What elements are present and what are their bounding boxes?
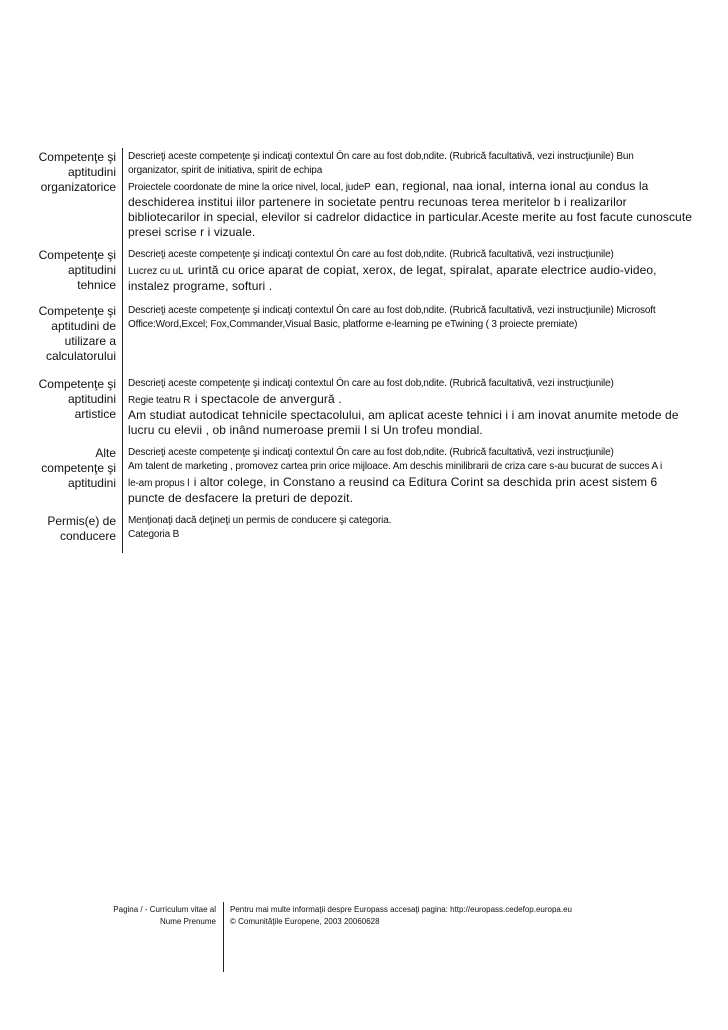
content-line: presei scrise r i vizuale. (128, 225, 256, 239)
label-line: Competenţe şi (38, 304, 116, 318)
content-span: le-am propus l (128, 478, 190, 489)
content-line: Categoria B (128, 529, 180, 540)
content-line: lucru cu elevii , ob inând numeroase premii I si Un trofeu mondial. (128, 423, 483, 437)
content-line (128, 178, 694, 195)
section-label (30, 514, 116, 544)
instruction-text: Descrieţi aceste competenţe şi indicaţi contextul Ón care au fost dob‚ndite. (Rubrică facultativă, vezi instrucţiunile) (128, 249, 614, 260)
label-line: Alte (95, 446, 116, 460)
footer-page-label: Pagina / - Curriculum vitae al (113, 905, 216, 914)
content-line: instalez programe, softuri . (128, 279, 273, 293)
content-span: Regie teatru R (128, 395, 191, 406)
section-label (30, 150, 116, 195)
content-span: Lucrez cu uL (128, 266, 184, 277)
label-line: tehnice (77, 278, 116, 292)
section-label (30, 248, 116, 293)
content-line (128, 391, 694, 408)
content-line (128, 262, 694, 279)
section-content (128, 248, 694, 294)
section-content (128, 446, 694, 506)
footer-europass-link-text: Pentru mai multe informaţii despre Europass accesaţi pagina: http://europass.cedefop.europa.eu (230, 905, 572, 914)
label-line: conducere (59, 529, 116, 543)
label-line: Competenţe şi (38, 150, 116, 164)
label-line: aptitudini (67, 392, 116, 406)
label-line: calculatorului (45, 349, 116, 363)
section-content (128, 150, 694, 240)
label-line: aptitudini de (51, 319, 116, 333)
label-line: organizatorice (40, 180, 116, 194)
section-divider-line (122, 148, 123, 553)
content-line (128, 474, 694, 491)
label-line: artistice (74, 407, 116, 421)
content-span: Proiectele coordonate de mine la orice nivel, local, judeP (128, 182, 371, 193)
instruction-text: Descrieţi aceste competenţe şi indicaţi contextul Ón care au fost dob‚ndite. (Rubrică facultativă, vezi instrucţiunile) (128, 447, 614, 458)
content-line: organizator, spirit de initiativa, spirit de echipa (128, 165, 323, 176)
section-label (30, 377, 116, 422)
content-span: i altor colege, in Constano a reusind ca Editura Corint sa deschida prin acest sistem 6 (193, 475, 658, 489)
instruction-text: Menţionaţi dacă deţineţi un permis de conducere şi categoria. (128, 515, 392, 526)
instruction-text: Descrieţi aceste competenţe şi indicaţi contextul Ón care au fost dob‚ndite. (Rubrică facultativă, vezi instrucţiunile) (128, 378, 614, 389)
page-footer (0, 902, 728, 972)
instruction-text: Descrieţi aceste competenţe şi indicaţi contextul Ón care au fost dob‚ndite. (Rubrică facultativă, vezi instrucţiunile) Bun (128, 151, 634, 162)
instruction-text: Descrieţi aceste competenţe şi indicaţi contextul Ón care au fost dob‚ndite. (Rubrică facultativă, vezi instrucţiunile) Microsoft (128, 305, 656, 316)
label-line: Permis(e) de (47, 514, 116, 528)
label-line: utilizare a (64, 334, 116, 348)
content-line: Am studiat autodicat tehnicile spectacolului, am aplicat aceste tehnici i i am inovat anumite metode de (128, 408, 679, 422)
content-span: urintă cu orice aparat de copiat, xerox, de legat, spiralat, aparate electrice audio-video, (187, 263, 657, 277)
content-line: puncte de desfacere la preturi de depozit. (128, 491, 354, 505)
footer-name: Nume Prenume (159, 917, 216, 926)
content-line: bibliotecarilor in special, elevilor si cadrelor didactice in particular.Aceste merite au fost facute cunoscute (128, 210, 693, 224)
label-line: aptitudini (67, 263, 116, 277)
section-content (128, 377, 694, 438)
section-label (30, 304, 116, 364)
label-line: Competenţe şi (38, 248, 116, 262)
footer-page-info (92, 904, 216, 928)
content-span: i spectacole de anvergură . (194, 392, 342, 406)
content-line: Am talent de marketing , promovez cartea prin orice mijloace. Am deschis minilibrarii de criza care s-au bucurat de succes A i (128, 461, 663, 472)
content-line: deschiderea institui iilor partenere in societate pentru recunoas terea meritelor b i realizarilor (128, 195, 627, 209)
content-line: Office:Word,Excel; Fox,Commander,Visual Basic, platforme e-learning pe eTwining ( 3 proiecte premiate) (128, 319, 578, 330)
label-line: aptitudini (67, 165, 116, 179)
footer-divider-line (223, 902, 224, 972)
label-line: aptitudini (67, 476, 116, 490)
section-content (128, 514, 694, 542)
content-span: ean, regional, naa ional, interna ional au condus la (375, 179, 649, 193)
footer-copyright: © Comunităţile Europene, 2003 20060628 (230, 917, 380, 926)
label-line: Competenţe şi (38, 377, 116, 391)
section-label (30, 446, 116, 491)
label-line: competenţe şi (41, 461, 116, 475)
section-content (128, 304, 694, 332)
footer-europass-info (230, 904, 700, 928)
